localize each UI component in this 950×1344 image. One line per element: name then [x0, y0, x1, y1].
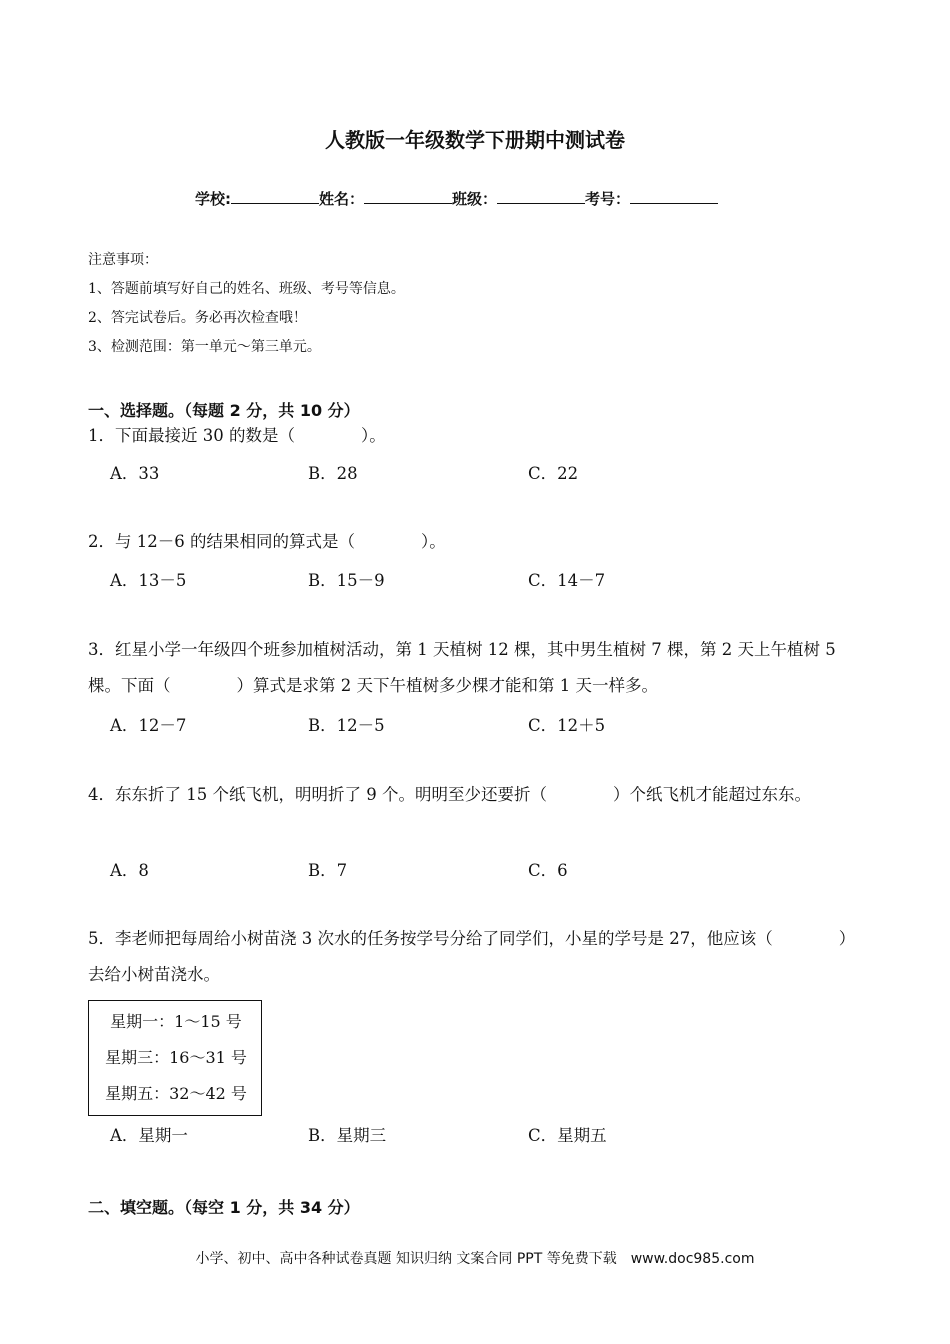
option-c[interactable]: C．12＋5 — [528, 716, 606, 735]
notes-heading: 注意事项： — [88, 252, 158, 268]
option-c[interactable]: C．14－7 — [528, 571, 606, 590]
option-a[interactable]: A．33 — [110, 464, 160, 483]
schedule-row: 星期三：16～31 号 — [105, 1048, 247, 1067]
question-2: 2．与 12－6 的结果相同的算式是（ ）。 — [88, 532, 446, 551]
option-c[interactable]: C．星期五 — [528, 1126, 607, 1145]
student-info-line — [195, 188, 718, 209]
notes-item: 1、答题前填写好自己的姓名、班级、考号等信息。 — [88, 281, 405, 297]
question-2-options — [110, 567, 810, 597]
option-b[interactable]: B．15－9 — [308, 571, 385, 590]
section2-heading: 二、填空题。（每空 1 分，共 34 分） — [88, 1198, 360, 1217]
exam-title: 人教版一年级数学下册期中测试卷 — [325, 128, 625, 152]
school-label: 学校: — [195, 190, 231, 208]
option-b[interactable]: B．12－5 — [308, 716, 385, 735]
option-a[interactable]: A．13－5 — [110, 571, 187, 590]
section1-heading: 一、选择题。（每题 2 分，共 10 分） — [88, 401, 360, 420]
class-blank[interactable] — [497, 189, 585, 204]
option-a[interactable]: A．星期一 — [110, 1126, 188, 1145]
footer-text: 小学、初中、高中各种试卷真题 知识归纳 文案合同 PPT 等免费下载 www.doc985.com — [195, 1251, 755, 1267]
notes-item: 2、答完试卷后。务必再次检查哦！ — [88, 310, 307, 326]
question-4-options — [110, 857, 810, 887]
question-5: 5．李老师把每周给小树苗浇 3 次水的任务按学号分给了同学们，小星的学号是 27，他应该（ ）去给小树苗浇水。 — [88, 929, 856, 984]
option-c[interactable]: C．22 — [528, 464, 579, 483]
question-3: 3．红星小学一年级四个班参加植树活动，第 1 天植树 12 棵，其中男生植树 7 棵，第 2 天上午植树 5 棵。下面（ ）算式是求第 2 天下午植树多少棵才能和第 1 天一样多。 — [88, 640, 836, 695]
schedule-box — [88, 1000, 262, 1116]
option-a[interactable]: A．12－7 — [110, 716, 187, 735]
notes-item: 3、检测范围：第一单元～第三单元。 — [88, 339, 321, 355]
question-4: 4．东东折了 15 个纸飞机，明明折了 9 个。明明至少还要折（ ）个纸飞机才能超过东东。 — [88, 785, 811, 804]
question-1-options — [110, 460, 810, 490]
question-1: 1．下面最接近 30 的数是（ ）。 — [88, 426, 386, 445]
schedule-row: 星期一：1～15 号 — [110, 1012, 242, 1031]
notes-block — [88, 246, 405, 362]
class-label: 班级： — [452, 190, 498, 208]
option-b[interactable]: B．7 — [308, 861, 348, 880]
name-blank[interactable] — [364, 189, 452, 204]
schedule-row: 星期五：32～42 号 — [105, 1084, 247, 1103]
number-label: 考号： — [585, 190, 631, 208]
question-5-options — [110, 1122, 810, 1152]
option-b[interactable]: B．28 — [308, 464, 358, 483]
option-b[interactable]: B．星期三 — [308, 1126, 387, 1145]
option-c[interactable]: C．6 — [528, 861, 568, 880]
name-label: 姓名： — [319, 190, 365, 208]
school-blank[interactable] — [231, 189, 319, 204]
number-blank[interactable] — [630, 189, 718, 204]
option-a[interactable]: A．8 — [110, 861, 149, 880]
question-3-options — [110, 712, 810, 742]
